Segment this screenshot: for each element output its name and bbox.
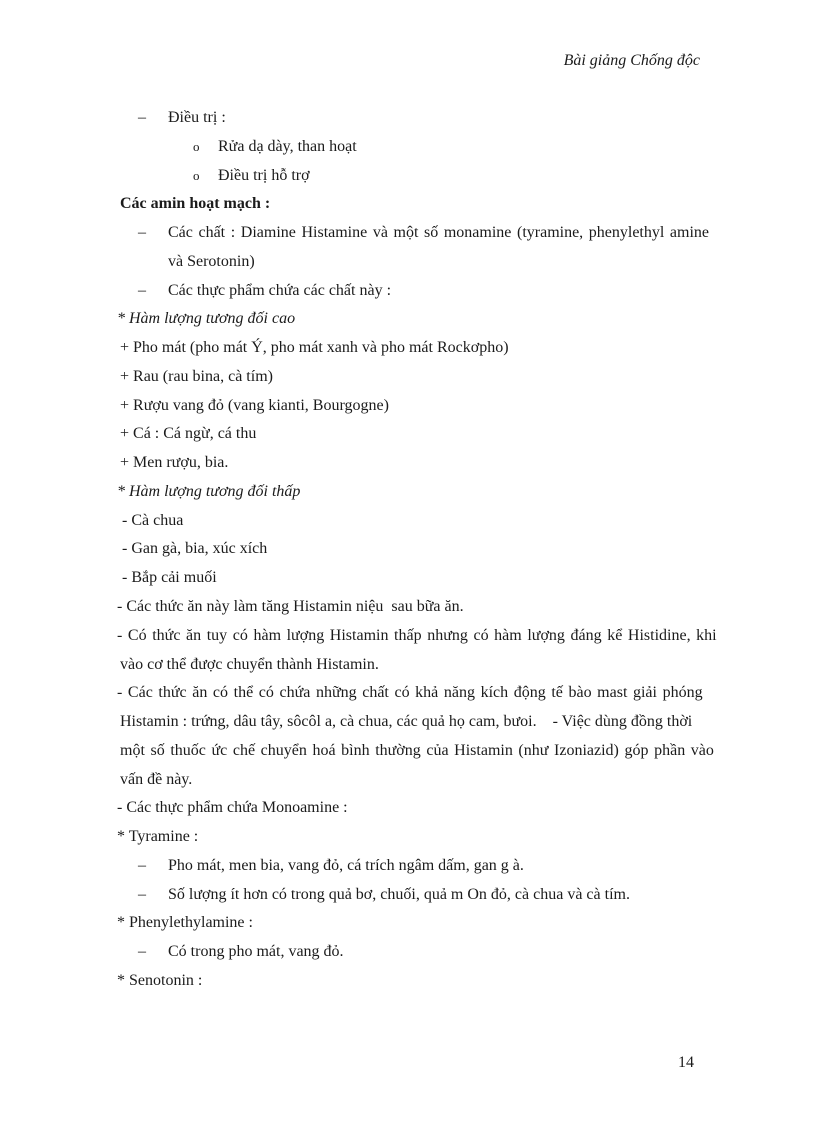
line-text: + Rượu vang đỏ (vang kianti, Bourgogne)	[120, 396, 389, 414]
text-line	[117, 794, 709, 823]
line-text: Rửa dạ dày, than hoạt	[218, 137, 357, 155]
line-text: Các thực phẩm chứa các chất này :	[168, 281, 392, 299]
text-line	[117, 766, 709, 795]
line-text: * Tyramine :	[117, 828, 199, 846]
text-line	[117, 162, 709, 191]
text-line	[117, 852, 709, 881]
text-line	[117, 593, 709, 622]
dash-bullet: –	[138, 943, 146, 961]
line-text: Histamin : trứng, dâu tây, sôcôl a, cà chua, các quả họ cam, bưoi. - Việc dùng đồng thời	[120, 713, 693, 731]
line-text: một số thuốc ức chế chuyển hoá bình thường của Histamin (như Izoniazid) góp phần vào	[120, 741, 714, 759]
text-line	[117, 478, 709, 507]
text-line	[117, 507, 709, 536]
dash-bullet: –	[138, 109, 146, 126]
line-text: + Men rượu, bia.	[120, 454, 229, 472]
line-text: vấn đề này.	[120, 770, 193, 788]
text-line	[117, 737, 714, 766]
page-number: 14	[678, 1054, 694, 1071]
line-text: * Phenylethylamine :	[117, 914, 253, 932]
dash-bullet: –	[138, 856, 146, 874]
text-line	[117, 535, 709, 564]
text-line	[117, 133, 709, 162]
text-line	[117, 449, 709, 478]
text-line	[117, 967, 709, 996]
text-line	[117, 909, 709, 938]
text-line	[117, 622, 717, 651]
text-line	[117, 248, 709, 277]
line-text: - Các thực phẩm chứa Monoamine :	[117, 799, 348, 817]
circle-bullet: o	[193, 138, 200, 154]
line-text: Các amin hoạt mạch :	[120, 195, 271, 213]
text-line	[117, 823, 709, 852]
line-text: * Senotonin :	[117, 971, 203, 989]
line-text: Điều trị :	[168, 109, 226, 126]
text-line	[117, 334, 709, 363]
line-text: Pho mát, men bia, vang đỏ, cá trích ngâm dấm, gan g à.	[168, 856, 524, 874]
line-text: - Bắp cải muối	[122, 569, 217, 587]
text-line	[117, 104, 709, 133]
line-text: + Cá : Cá ngừ, cá thu	[120, 425, 257, 443]
dash-bullet: –	[138, 224, 146, 242]
text-line	[117, 420, 709, 449]
line-text: - Các thức ăn này làm tăng Histamin niệu sau bữa ăn.	[117, 598, 464, 616]
line-text: Có trong pho mát, vang đỏ.	[168, 943, 344, 961]
line-text: và Serotonin)	[168, 252, 255, 270]
text-line	[117, 363, 709, 392]
line-text: Các chất : Diamine Histamine và một số monamine (tyramine, phenylethyl amine	[168, 224, 710, 242]
dash-bullet: –	[138, 885, 146, 903]
text-line	[117, 881, 709, 910]
line-text: + Rau (rau bina, cà tím)	[120, 367, 273, 385]
text-line	[117, 277, 709, 306]
document-body	[117, 104, 717, 996]
line-text: * Hàm lượng tương đối cao	[117, 310, 296, 328]
line-text: * Hàm lượng tương đối thấp	[117, 482, 301, 500]
circle-bullet: o	[193, 167, 200, 183]
text-line	[117, 219, 709, 248]
line-text: - Cà chua	[122, 511, 184, 529]
text-line	[117, 190, 709, 219]
line-text: + Pho mát (pho mát Ý, pho mát xanh và pho mát Rockơpho)	[120, 339, 509, 357]
running-header: Bài giảng Chống độc	[563, 52, 700, 69]
line-text: - Các thức ăn có thể có chứa những chất có khả năng kích động tế bào mast giải phóng	[117, 684, 703, 702]
line-text: vào cơ thể được chuyển thành Histamin.	[120, 655, 379, 673]
text-line	[117, 564, 709, 593]
text-line	[117, 708, 709, 737]
text-line	[117, 938, 709, 967]
line-text: - Có thức ăn tuy có hàm lượng Histamin thấp nhưng có hàm lượng đáng kể Histidine, khi	[117, 626, 717, 644]
text-line	[117, 392, 709, 421]
line-text: Số lượng ít hơn có trong quả bơ, chuối, quả m On đỏ, cà chua và cà tím.	[168, 885, 630, 903]
text-line	[117, 651, 709, 680]
dash-bullet: –	[138, 281, 146, 299]
text-line	[117, 305, 709, 334]
line-text: Điều trị hỗ trợ	[218, 166, 310, 184]
text-line	[117, 679, 709, 708]
line-text: - Gan gà, bia, xúc xích	[122, 540, 268, 558]
